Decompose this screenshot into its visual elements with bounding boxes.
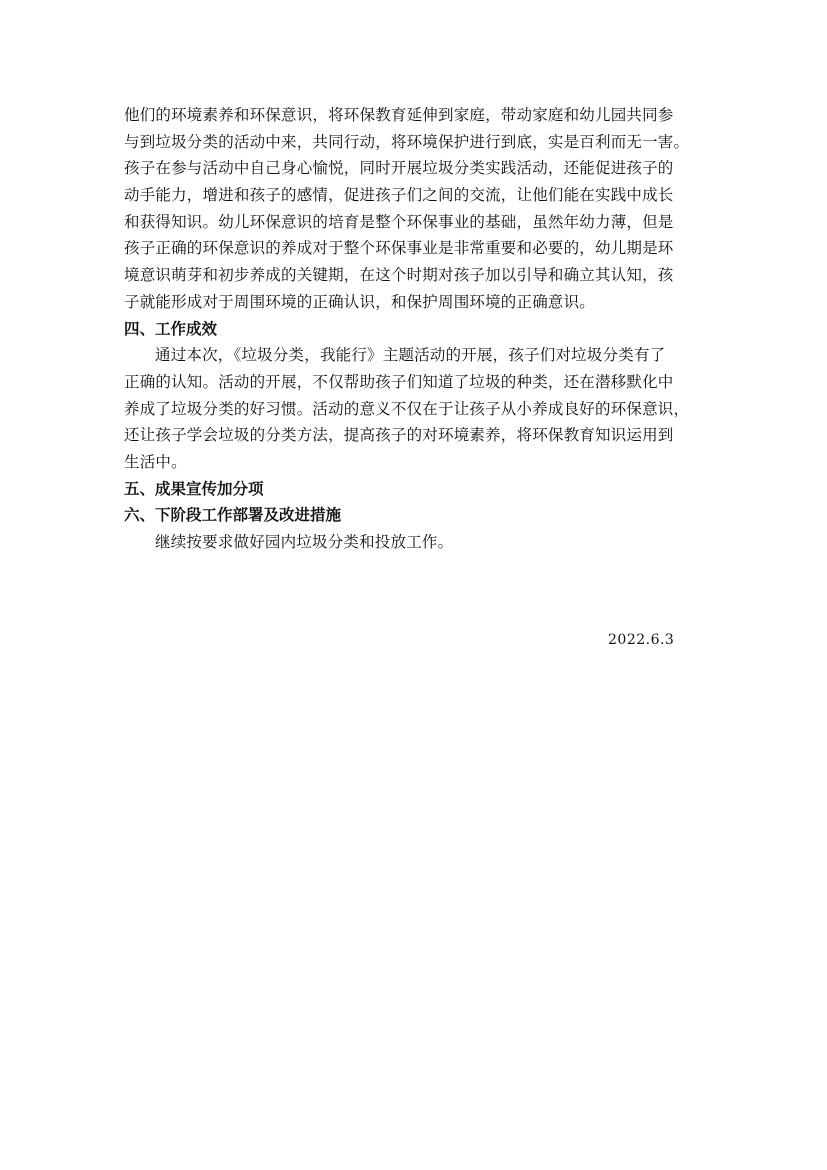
paragraph-line: 养成了垃圾分类的好习惯。活动的意义不仅在于让孩子从小养成良好的环保意识， (124, 399, 690, 418)
paragraph-line: 和获得知识。幼儿环保意识的培育是整个环保事业的基础，虽然年幼力薄，但是 (124, 212, 674, 231)
paragraph-line: 继续按要求做好园内垃圾分类和投放工作。 (155, 533, 454, 551)
paragraph-line: 孩子正确的环保意识的养成对于整个环保事业是非常重要和必要的，幼儿期是环 (124, 239, 674, 258)
paragraph-line: 还让孩子学会垃圾的分类方法，提高孩子的对环境素养，将环保教育知识运用到 (124, 426, 674, 445)
paragraph-line: 通过本次，《垃圾分类，我能行》主题活动的开展，孩子们对垃圾分类有了 (155, 346, 666, 365)
paragraph-line: 生活中。 (124, 452, 187, 471)
work-results-paragraph (124, 342, 730, 475)
continued-paragraph (124, 102, 730, 316)
paragraph-line: 子就能形成对于周围环境的正确认识，和保护周围环境的正确意识。 (124, 292, 596, 311)
section-heading-next-steps: 六、下阶段工作部署及改进措施 (124, 506, 342, 525)
paragraph-line: 与到垃圾分类的活动中来，共同行动，将环境保护进行到底，实是百利而无一害。 (124, 132, 690, 151)
paragraph-line: 境意识萌芽和初步养成的关键期，在这个时期对孩子加以引导和确立其认知，孩 (124, 266, 674, 285)
next-steps-paragraph (124, 529, 730, 556)
paragraph-line: 孩子在参与活动中自己身心愉悦，同时开展垃圾分类实践活动，还能促进孩子的 (124, 159, 674, 178)
section-heading-work-results: 四、工作成效 (124, 319, 218, 338)
paragraph-line: 正确的认知。活动的开展，不仅帮助孩子们知道了垃圾的种类，还在潜移默化中 (124, 372, 674, 391)
document-date: 2022.6.3 (608, 632, 675, 648)
section-heading-publicity-bonus: 五、成果宣传加分项 (124, 479, 264, 498)
document-body (124, 102, 730, 556)
paragraph-line: 他们的环境素养和环保意识，将环保教育延伸到家庭，带动家庭和幼儿园共同参 (124, 106, 674, 124)
paragraph-line: 动手能力，增进和孩子的感情，促进孩子们之间的交流，让他们能在实践中成长 (124, 186, 674, 205)
